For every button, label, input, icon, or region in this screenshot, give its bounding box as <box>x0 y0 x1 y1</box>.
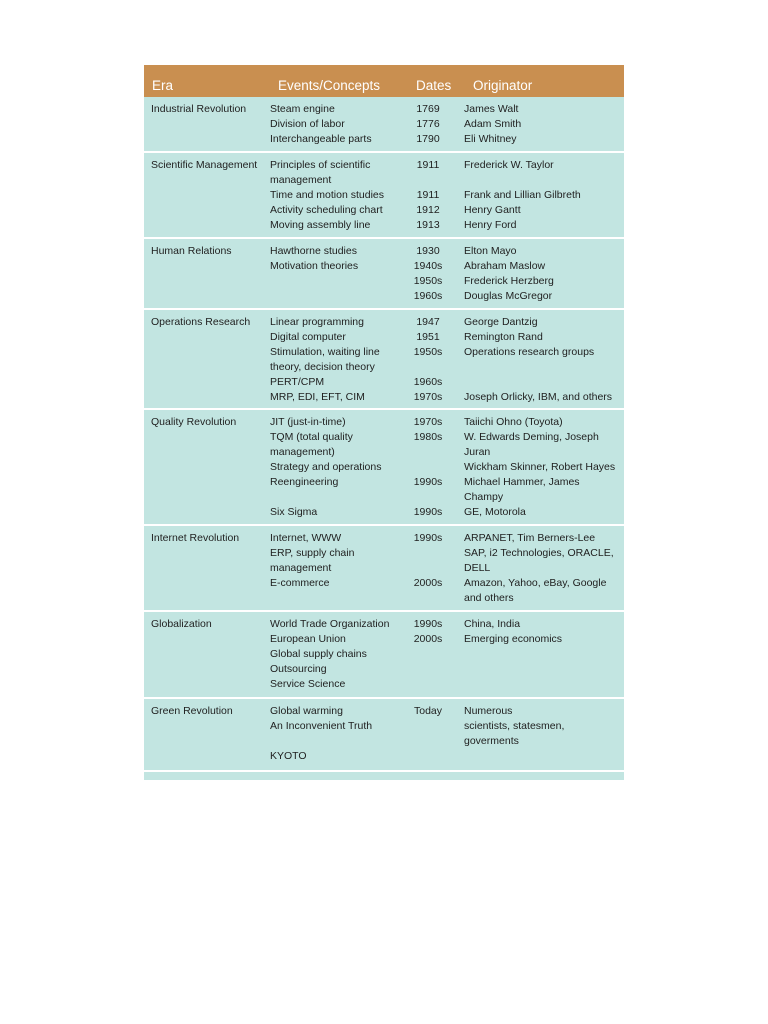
date-cell: 1913 <box>416 219 440 231</box>
date-cell: 1960s <box>413 290 443 302</box>
era-cell <box>144 117 270 132</box>
event-cell: World Trade Organization <box>270 618 390 630</box>
era-cell <box>144 390 270 405</box>
era-cell: Quality Revolution <box>151 416 237 428</box>
date-cell: 2000s <box>413 577 443 589</box>
event-cell: Global supply chains <box>270 648 367 660</box>
header-originator: Originator <box>473 78 533 93</box>
event-cell: Reengineering <box>270 476 339 488</box>
originator-cell: ARPANET, Tim Berners-Lee <box>464 532 596 544</box>
originator-cell: Abraham Maslow <box>464 260 546 272</box>
date-cell: 1950s <box>413 346 443 358</box>
date-cell: 1947 <box>416 316 440 328</box>
era-section <box>144 610 624 697</box>
event-cell: Interchangeable parts <box>270 133 372 145</box>
event-cell: Moving assembly line <box>270 219 371 231</box>
date-cell: 1990s <box>413 532 443 544</box>
table-row <box>144 158 624 188</box>
era-cell <box>144 662 270 677</box>
table-row <box>144 375 624 390</box>
era-cell: Human Relations <box>151 245 232 257</box>
event-cell: Hawthorne studies <box>270 245 357 257</box>
date-cell: 1990s <box>413 618 443 630</box>
table-row <box>144 345 624 375</box>
event-cell: Global warming <box>270 705 343 717</box>
date-cell: 1790 <box>416 133 440 145</box>
table-row <box>144 617 624 632</box>
date-cell <box>408 546 464 576</box>
era-cell <box>144 576 270 606</box>
era-cell <box>144 132 270 147</box>
event-cell: Time and motion studies <box>270 189 384 201</box>
date-cell: 1951 <box>416 331 440 343</box>
era-cell <box>144 647 270 662</box>
table-row <box>144 315 624 330</box>
era-cell <box>144 677 270 692</box>
table-row <box>144 704 624 719</box>
event-cell: ERP, supply chain management <box>270 547 355 574</box>
event-cell: Linear programming <box>270 316 364 328</box>
event-cell: Principles of scientific management <box>270 159 371 186</box>
event-cell: Steam engine <box>270 103 335 115</box>
header-era: Era <box>152 78 174 93</box>
table-row <box>144 218 624 233</box>
originator-cell: Henry Gantt <box>464 204 521 216</box>
event-cell: Division of labor <box>270 118 345 130</box>
event-cell: Stimulation, waiting line theory, decision theory <box>270 346 380 373</box>
originator-cell: George Dantzig <box>464 316 538 328</box>
table-header <box>144 71 624 97</box>
table-row <box>144 289 624 304</box>
era-cell <box>144 259 270 274</box>
era-cell <box>144 475 270 505</box>
date-cell: 1911 <box>416 159 440 171</box>
table-row <box>144 460 624 475</box>
originator-cell: Joseph Orlicky, IBM, and others <box>464 391 613 403</box>
originator-cell <box>464 677 624 692</box>
originator-cell <box>464 662 624 677</box>
era-cell <box>144 460 270 475</box>
era-cell <box>144 345 270 375</box>
table-row <box>144 430 624 460</box>
originator-cell: Eli Whitney <box>464 133 517 145</box>
table-row <box>144 117 624 132</box>
originator-cell: Adam Smith <box>464 118 522 130</box>
originator-cell: GE, Motorola <box>464 506 526 518</box>
date-cell <box>408 719 464 749</box>
originator-cell: Numerous <box>464 705 513 717</box>
era-cell <box>144 632 270 647</box>
date-cell <box>408 460 464 475</box>
era-cell <box>144 719 270 749</box>
table-row <box>144 102 624 117</box>
era-cell <box>144 546 270 576</box>
era-cell: Operations Research <box>151 316 251 328</box>
table-row <box>144 505 624 520</box>
table-body <box>144 97 624 770</box>
event-cell: Digital computer <box>270 331 346 343</box>
era-section <box>144 97 624 151</box>
era-section <box>144 237 624 308</box>
table-row <box>144 274 624 289</box>
table-row <box>144 531 624 546</box>
table-row <box>144 203 624 218</box>
originator-cell: Frederick Herzberg <box>464 275 554 287</box>
era-cell: Green Revolution <box>151 705 233 717</box>
event-cell: European Union <box>270 633 346 645</box>
header-dates: Dates <box>416 78 452 93</box>
event-cell <box>270 274 408 289</box>
table-row <box>144 677 624 692</box>
date-cell: 1911 <box>416 189 440 201</box>
date-cell: 1769 <box>416 103 440 115</box>
originator-cell: W. Edwards Deming, Joseph Juran <box>464 431 599 458</box>
table-row <box>144 188 624 203</box>
table-bottom-strip <box>144 770 624 780</box>
event-cell: E-commerce <box>270 577 330 589</box>
date-cell: 1990s <box>413 476 443 488</box>
table-row <box>144 576 624 606</box>
era-cell <box>144 505 270 520</box>
event-cell: Outsourcing <box>270 663 327 675</box>
table-row <box>144 546 624 576</box>
event-cell: Strategy and operations <box>270 461 382 473</box>
originator-cell: Douglas McGregor <box>464 290 553 302</box>
originator-cell: James Walt <box>464 103 519 115</box>
date-cell: 1776 <box>416 118 440 130</box>
table-row <box>144 259 624 274</box>
era-cell: Scientific Management <box>151 159 258 171</box>
originator-cell: Frank and Lillian Gilbreth <box>464 189 581 201</box>
table-row <box>144 475 624 505</box>
originator-cell: SAP, i2 Technologies, ORACLE, DELL <box>464 547 614 574</box>
originator-cell: Michael Hammer, James Champy <box>464 476 580 503</box>
era-cell: Internet Revolution <box>151 532 240 544</box>
originator-cell: Henry Ford <box>464 219 517 231</box>
era-cell <box>144 330 270 345</box>
originator-cell: Frederick W. Taylor <box>464 159 554 171</box>
originator-cell: Taiichi Ohno (Toyota) <box>464 416 563 428</box>
date-cell: 2000s <box>413 633 443 645</box>
date-cell: 1912 <box>416 204 440 216</box>
originator-cell: Emerging economics <box>464 633 563 645</box>
event-cell: Motivation theories <box>270 260 359 272</box>
event-cell: JIT (just-in-time) <box>270 416 346 428</box>
event-cell: Activity scheduling chart <box>270 204 383 216</box>
era-cell <box>144 749 270 764</box>
originator-cell: Wickham Skinner, Robert Hayes <box>464 461 616 473</box>
originator-cell: China, India <box>464 618 521 630</box>
date-cell: 1930 <box>416 245 440 257</box>
table-row <box>144 647 624 662</box>
originator-cell <box>464 647 624 662</box>
table-row <box>144 330 624 345</box>
event-cell: Service Science <box>270 678 346 690</box>
history-table <box>144 65 624 780</box>
date-cell: 1980s <box>413 431 443 443</box>
date-cell <box>408 677 464 692</box>
originator-cell <box>464 749 624 764</box>
date-cell: 1970s <box>413 416 443 428</box>
event-cell: MRP, EDI, EFT, CIM <box>270 391 365 403</box>
era-cell <box>144 203 270 218</box>
table-row <box>144 719 624 749</box>
era-section <box>144 697 624 770</box>
table-row <box>144 632 624 647</box>
era-section <box>144 151 624 237</box>
table-row <box>144 244 624 259</box>
event-cell: TQM (total quality management) <box>270 431 353 458</box>
era-cell <box>144 274 270 289</box>
era-section <box>144 308 624 408</box>
event-cell: Six Sigma <box>270 506 318 518</box>
date-cell: Today <box>413 705 443 717</box>
era-cell <box>144 375 270 390</box>
table-row <box>144 749 624 764</box>
date-cell: 1960s <box>413 376 443 388</box>
date-cell <box>408 662 464 677</box>
era-cell <box>144 218 270 233</box>
era-cell: Industrial Revolution <box>151 103 247 115</box>
originator-cell: Operations research groups <box>464 346 595 358</box>
era-section <box>144 524 624 610</box>
originator-cell: Amazon, Yahoo, eBay, Google and others <box>464 577 607 604</box>
era-cell <box>144 289 270 304</box>
event-cell: PERT/CPM <box>270 376 325 388</box>
date-cell <box>408 647 464 662</box>
date-cell <box>408 749 464 764</box>
event-cell: Internet, WWW <box>270 532 342 544</box>
date-cell: 1990s <box>413 506 443 518</box>
originator-cell: scientists, statesmen, goverments <box>464 720 565 747</box>
table-row <box>144 132 624 147</box>
table-row <box>144 415 624 430</box>
originator-cell: Remington Rand <box>464 331 543 343</box>
event-cell: An Inconvenient Truth <box>270 720 373 732</box>
date-cell: 1950s <box>413 275 443 287</box>
table-row <box>144 390 624 405</box>
event-cell <box>270 289 408 304</box>
header-events: Events/Concepts <box>278 78 381 93</box>
table-row <box>144 662 624 677</box>
era-cell <box>144 430 270 460</box>
era-cell <box>144 188 270 203</box>
originator-cell <box>464 375 624 390</box>
event-cell: KYOTO <box>270 750 307 762</box>
era-section <box>144 408 624 524</box>
originator-cell: Elton Mayo <box>464 245 517 257</box>
date-cell: 1970s <box>413 391 443 403</box>
date-cell: 1940s <box>413 260 443 272</box>
era-cell: Globalization <box>151 618 212 630</box>
